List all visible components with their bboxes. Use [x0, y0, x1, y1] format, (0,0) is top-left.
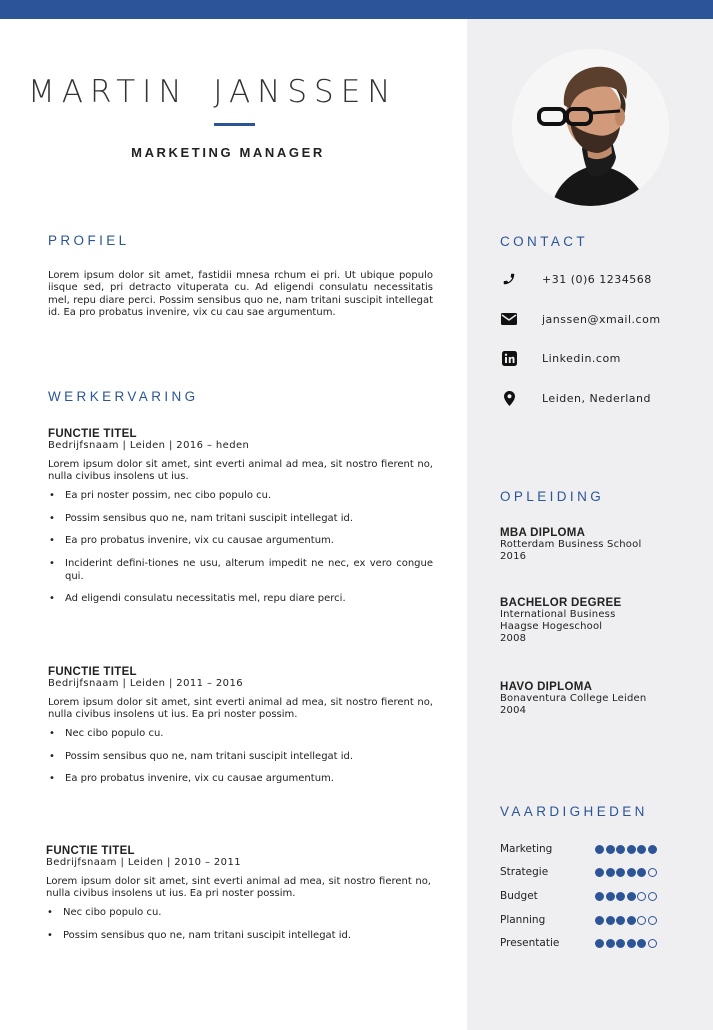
rating-dot-filled: [616, 892, 625, 901]
portrait-photo: [512, 49, 669, 206]
rating-dot-filled: [606, 916, 615, 925]
list-item: • Ea pri noster possim, nec cibo populo cu.: [48, 490, 433, 502]
contact-linkedin: [500, 349, 700, 367]
rating-dot-filled: [606, 892, 615, 901]
list-item: • Possim sensibus quo ne, nam tritani suscipit intellegat id.: [48, 513, 433, 525]
education-degree: HAVO DIPLOMA: [500, 681, 593, 693]
mail-icon: [500, 310, 518, 328]
list-item: • Ad eligendi consulatu necessitatis mel, repu diare perci.: [48, 593, 433, 605]
education-entry-3: [500, 681, 700, 717]
rating-dot-filled: [616, 845, 625, 854]
linkedin-icon: [500, 349, 518, 367]
rating-dot-empty: [648, 892, 657, 901]
contact-location: [500, 389, 700, 407]
last-name: JANSSEN: [213, 74, 398, 110]
skill-name: Presentatie: [500, 937, 560, 949]
list-item: • Nec cibo populo cu.: [46, 907, 431, 919]
job-entry-2: [48, 666, 433, 796]
job-role: MARKETING MANAGER: [131, 145, 325, 160]
rating-dot-empty: [648, 939, 657, 948]
skill-row: [500, 890, 680, 904]
job-bullets: [48, 490, 433, 606]
education-degree: BACHELOR DEGREE: [500, 597, 622, 609]
location-pin-icon: [500, 389, 518, 407]
rating-dot-filled: [606, 939, 615, 948]
contact-phone: [500, 270, 700, 288]
top-accent-bar: [0, 0, 713, 19]
contact-phone-text: +31 (0)6 1234568: [542, 272, 652, 286]
contact-email-text: janssen@xmail.com: [542, 312, 661, 326]
skill-name: Budget: [500, 890, 538, 902]
skill-row: [500, 914, 680, 928]
education-degree: MBA DIPLOMA: [500, 527, 586, 539]
list-item: • Nec cibo populo cu.: [48, 728, 433, 740]
profile-text: Lorem ipsum dolor sit amet, fastidii mnesa rchum ei pri. Ut ubique populo iisque sed, pri detracto vituperata cu. Ad eligendi consulatu necessitatis mel, repu diare perci. Possim sensibus quo ne, nam tritani suscipit intellegat id. Ea pro probatus invenire, vix cu cau sae argumentum.: [48, 270, 433, 319]
job-entry-1: [48, 428, 433, 616]
rating-dot-filled: [637, 845, 646, 854]
rating-dot-filled: [616, 939, 625, 948]
rating-dot-filled: [637, 939, 646, 948]
education-line: Bonaventura College Leiden: [500, 693, 647, 704]
rating-dot-empty: [637, 916, 646, 925]
education-line: 2004: [500, 705, 527, 716]
job-company: Bedrijfsnaam | Leiden | 2010 – 2011: [46, 857, 241, 868]
section-title-skills: VAARDIGHEDEN: [500, 804, 648, 819]
job-description: Lorem ipsum dolor sit amet, sint everti animal ad mea, sit nostro fierent no, nulla civibus insolens ut ius. Ea pri noster possim.: [46, 876, 431, 900]
rating-dot-filled: [627, 892, 636, 901]
contact-location-text: Leiden, Nederland: [542, 391, 651, 405]
list-item: • Ea pro probatus invenire, vix cu causae argumentum.: [48, 535, 433, 547]
job-bullets: [48, 728, 433, 786]
rating-dot-filled: [648, 845, 657, 854]
rating-dot-filled: [595, 868, 604, 877]
rating-dot-empty: [648, 868, 657, 877]
first-name: MARTIN: [28, 74, 189, 110]
rating-dot-filled: [637, 868, 646, 877]
name-underline: [214, 123, 255, 126]
job-company: Bedrijfsnaam | Leiden | 2016 – heden: [48, 440, 250, 451]
education-line: Rotterdam Business School: [500, 539, 642, 550]
phone-icon: [500, 270, 518, 288]
rating-dot-filled: [595, 939, 604, 948]
rating-dot-filled: [627, 868, 636, 877]
section-title-education: OPLEIDING: [500, 489, 605, 504]
rating-dot-filled: [595, 916, 604, 925]
education-entry-2: [500, 597, 700, 645]
education-line: Haagse Hogeschool: [500, 621, 603, 632]
skill-rating: [595, 845, 657, 854]
list-item: • Possim sensibus quo ne, nam tritani suscipit intellegat id.: [46, 930, 431, 942]
job-company: Bedrijfsnaam | Leiden | 2011 – 2016: [48, 678, 243, 689]
rating-dot-filled: [616, 916, 625, 925]
skill-rating: [595, 916, 657, 925]
education-line: 2016: [500, 551, 527, 562]
rating-dot-filled: [595, 892, 604, 901]
rating-dot-filled: [606, 868, 615, 877]
skill-name: Marketing: [500, 843, 553, 855]
contact-email: [500, 310, 700, 328]
section-title-experience: WERKERVARING: [48, 389, 199, 404]
avatar: [512, 49, 669, 206]
skill-name: Strategie: [500, 866, 549, 878]
section-title-profile: PROFIEL: [48, 233, 130, 248]
job-bullets: [46, 907, 431, 942]
skill-row: [500, 866, 680, 880]
skill-row: [500, 843, 680, 857]
skill-rating: [595, 939, 657, 948]
rating-dot-filled: [627, 939, 636, 948]
section-title-contact: CONTACT: [500, 234, 589, 249]
list-item: • Possim sensibus quo ne, nam tritani suscipit intellegat id.: [48, 751, 433, 763]
rating-dot-empty: [637, 892, 646, 901]
job-title: FUNCTIE TITEL: [48, 666, 137, 678]
skill-row: [500, 937, 680, 951]
job-title: FUNCTIE TITEL: [46, 845, 135, 857]
rating-dot-empty: [648, 916, 657, 925]
education-entry-1: [500, 527, 700, 563]
skill-name: Planning: [500, 914, 546, 926]
job-description: Lorem ipsum dolor sit amet, sint everti animal ad mea, sit nostro fierent no, nulla civibus insolens ut ius. Ea pri noster possim.: [48, 697, 433, 721]
job-description: Lorem ipsum dolor sit amet, sint everti animal ad mea, sit nostro fierent no, nulla civibus insolens ut ius.: [48, 459, 433, 483]
education-line: International Business: [500, 609, 616, 620]
rating-dot-filled: [627, 916, 636, 925]
education-line: 2008: [500, 633, 527, 644]
skill-rating: [595, 868, 657, 877]
contact-linkedin-text: Linkedin.com: [542, 351, 621, 365]
full-name: [28, 74, 438, 110]
skill-rating: [595, 892, 657, 901]
list-item: • Inciderint defini-tiones ne usu, alterum impedit ne nec, ex vero congue qui.: [48, 558, 433, 583]
job-title: FUNCTIE TITEL: [48, 428, 137, 440]
list-item: • Ea pro probatus invenire, vix cu causae argumentum.: [48, 773, 433, 785]
job-entry-3: [46, 845, 431, 952]
rating-dot-filled: [606, 845, 615, 854]
rating-dot-filled: [595, 845, 604, 854]
rating-dot-filled: [616, 868, 625, 877]
rating-dot-filled: [627, 845, 636, 854]
